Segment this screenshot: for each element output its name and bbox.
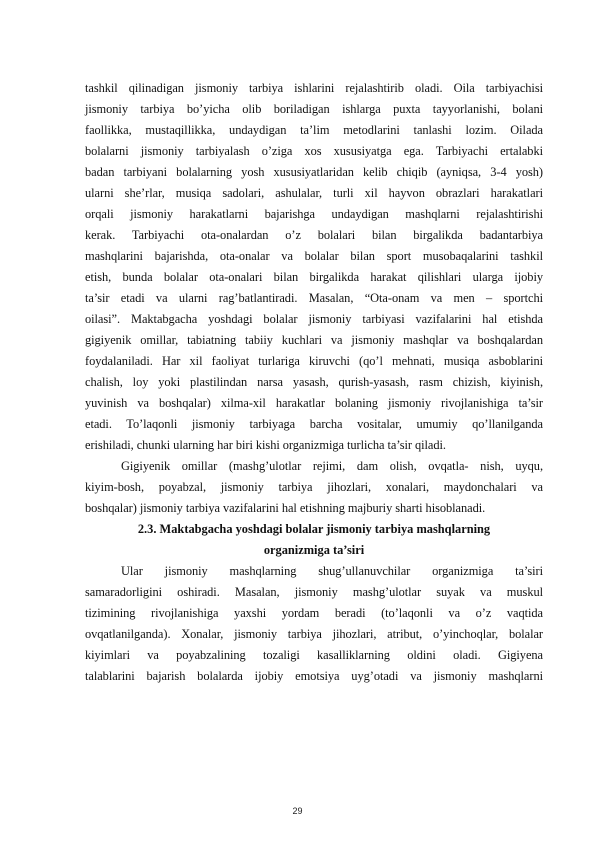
text-line: faollikka, mustaqillikka, undaydigan ta’lim metodlarini tanlashi lozim. Oilada <box>85 123 543 137</box>
text-line: yuvinish va boshqalar) xilma-xil harakatlar bolaning jismoniy rivojlanishiga ta’sir <box>85 396 543 410</box>
text-line: jismoniy tarbiya bo’yicha olib boriladigan ishlarga puxta tayyorlanishi, bolani <box>85 102 543 116</box>
text-line: chalish, loy yoki plastilindan narsa yasash, qurish-yasash, rasm chizish, kiyinish, <box>85 375 543 389</box>
text-line: tizimining rivojlanishiga yaxshi yordam beradi (to’laqonli va o’z vaqtida <box>85 606 543 620</box>
text-line: ularni she’rlar, musiqa sadolari, ashulalar, turli xil hayvon obrazlari harakatlari <box>85 186 543 200</box>
text-line: Ular jismoniy mashqlarning shug’ullanuvchilar organizmiga ta’siri <box>121 564 543 578</box>
text-line: boshqalar) jismoniy tarbiya vazifalarini hal etishning majburiy sharti hisoblanadi. <box>85 501 486 515</box>
text-line: Gigiyenik omillar (mashg’ulotlar rejimi, dam olish, ovqatla- nish, uyqu, <box>121 459 543 473</box>
section-heading-continued: organizmiga ta’siri <box>263 543 365 557</box>
text-line: mashqlarini bajarishda, ota-onalar va bolalar bilan sport musobaqalarini tashkil <box>85 249 543 263</box>
text-line: kerak. Tarbiyachi ota-onalardan o’z bolalari bilan birgalikda badantarbiya <box>85 228 543 242</box>
text-line: ovqatlanilganda). Xonalar, jismoniy tarbiya jihozlari, atribut, o’yinchoqlar, bolalar <box>85 627 543 641</box>
text-line: etish, bunda bolalar ota-onalari bilan birgalikda harakat qilishlari ularga ijobiy <box>85 270 543 284</box>
text-line: erishiladi, chunki ularning har biri kishi organizmiga turlicha ta’sir qiladi. <box>85 438 446 452</box>
page-number: 29 <box>292 806 303 816</box>
text-line: talablarini bajarish bolalarda ijobiy emotsiya uyg’otadi va jismoniy mashqlarni <box>85 669 543 683</box>
text-line: foydalaniladi. Har xil faoliyat turlariga kiruvchi (qo’l mehnati, musiqa asboblarini <box>85 354 543 368</box>
text-line: samaradorligini oshiradi. Masalan, jismoniy mashg’ulotlar suyak va muskul <box>85 585 543 599</box>
text-line: kiyim-bosh, poyabzal, jismoniy tarbiya jihozlari, xonalari, maydonchalari va <box>85 480 543 494</box>
text-line: bolalarni jismoniy tarbiyalash o’ziga xos xususiyatga ega. Tarbiyachi ertalabki <box>85 144 543 158</box>
text-line: orqali jismoniy harakatlarni bajarishga undaydigan mashqlarni rejalashtirishi <box>85 207 543 221</box>
text-line: ta’sir etadi va ularni rag’batlantiradi. Masalan, “Ota-onam va men – sportchi <box>85 291 543 305</box>
text-line: kiyimlari va poyabzalining tozaligi kasalliklarning oldini oladi. Gigiyena <box>85 648 543 662</box>
text-line: etadi. To’laqonli jismoniy tarbiyaga barcha vositalar, umumiy qo’llanilganda <box>85 417 543 431</box>
section-heading: 2.3. Maktabgacha yoshdagi bolalar jismoniy tarbiya mashqlarning <box>137 522 491 536</box>
text-line: gigiyenik omillar, tabiatning tabiiy kuchlari va jismoniy mashqlar va boshqalardan <box>85 333 543 347</box>
text-line: tashkil qilinadigan jismoniy tarbiya ishlarini rejalashtirib oladi. Oila tarbiyachisi <box>85 81 543 95</box>
text-line: badan tarbiyani bolalarning yosh xususiyatlaridan kelib chiqib (ayniqsa, 3-4 yosh) <box>85 165 543 179</box>
text-line: oilasi”. Maktabgacha yoshdagi bolalar jismoniy tarbiyasi vazifalarini hal etishda <box>85 312 543 326</box>
